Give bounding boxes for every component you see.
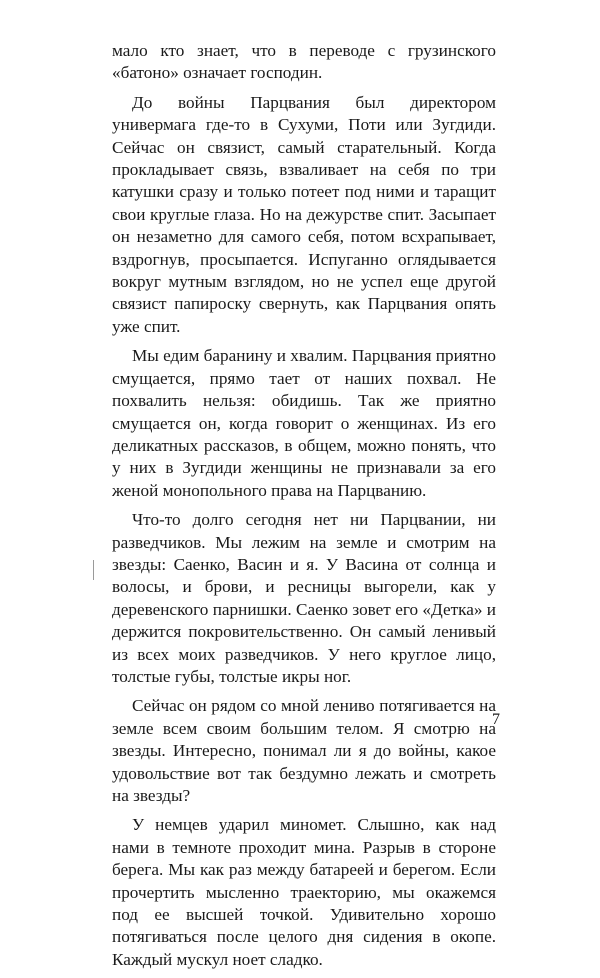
paragraph-1: мало кто знает, что в переводе с грузинского «батоно» означает господин. [112, 41, 496, 83]
body-text [112, 40, 496, 978]
page-number: 7 [492, 711, 500, 728]
paragraph-4: Что-то долго сегодня нет ни Парцвании, ни разведчиков. Мы лежим на земле и смотрим на звезды: Саенко, Васин и я. У Васина от солнца и волосы, и брови, и ресницы выгорели, как у деревенского парнишки. Саенко зовет его «Детка» и держится покровительственно. Он самый ленивый из всех моих разведчиков. У него круглое лицо, толстые губы, толстые икры ног. [112, 510, 496, 686]
paragraph-5: Сейчас он рядом со мной лениво потягивается на земле всем своим большим телом. Я смотрю на звезды. Интересно, понимал ли я до войны, какое удовольствие вот так бездумно лежать и смотреть на звезды? [112, 696, 496, 805]
paragraph-3: Мы едим баранину и хвалим. Парцвания приятно смущается, прямо тает от наших похвал. Не похвалить нельзя: обидишь. Так же приятно смущается он, когда говорит о женщинах. Из его деликатных рассказов, в общем, можно понять, что у них в Зугдиди женщины не признавали за его женой монопольного права на Парцванию. [112, 346, 496, 500]
scan-edge-mark [93, 560, 94, 580]
paragraph-6: У немцев ударил миномет. Слышно, как над нами в темноте проходит мина. Разрыв в стороне берега. Мы как раз между батареей и берегом. Если прочертить мысленно траекторию, мы окажемся под ее высшей точкой. Удивительно хорошо потягиваться после целого дня сидения в окопе. Каждый мускул ноет сладко. [112, 815, 496, 969]
paragraph-2: До войны Парцвания был директором универмага где-то в Сухуми, Поти или Зугдиди. Сейчас он связист, самый старательный. Когда прокладывает связь, взваливает на себя по три катушки сразу и только потеет под ними и таращит свои круглые глаза. Но на дежурстве спит. Засыпает он незаметно для самого себя, потом всхрапывает, вздрогнув, просыпается. Испуганно оглядывается вокруг мутным взглядом, но не успел еще другой связист папироску свернуть, как Парцвания опять уже спит. [112, 92, 496, 336]
